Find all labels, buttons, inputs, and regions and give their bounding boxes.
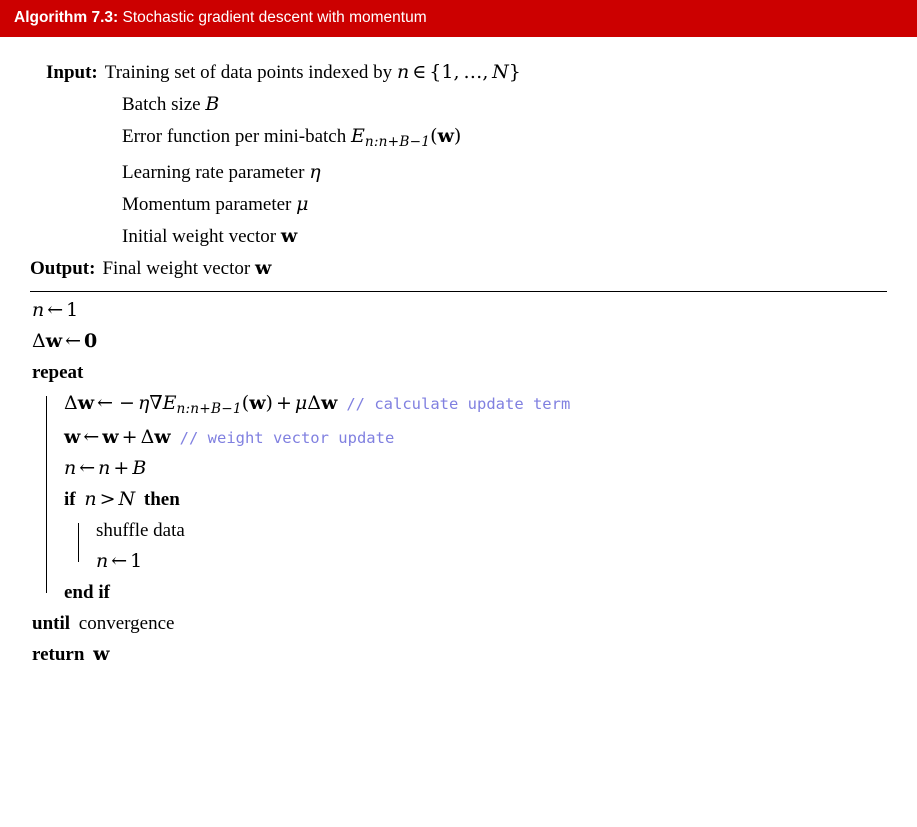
code-line-momentum-update: Δw ← − $\eta\nabla E_{n:n+B-1}(w) + \mu\Delta w$ // calculate update term [64,391,571,417]
keyword-until: until [32,613,71,635]
keyword-if: if [64,489,76,511]
input-text-2: Batch size B [122,93,220,115]
input-text-5: Momentum parameter μ [122,192,309,215]
input-line-1 [46,63,887,82]
code-line-advance-n: n ← n + B [64,457,147,480]
algorithm-header [0,0,917,37]
input-line-6 [46,224,887,247]
return-value: w [93,643,110,666]
input-text-1: Training set of data points indexed by n ∈ {1, …, N} [104,61,521,83]
shuffle-text: shuffle data [96,520,185,542]
code-line-repeat [32,363,887,382]
algorithm-number: Algorithm 7.3: [14,9,119,26]
code-line-reset-n: n ← 1 [96,550,143,573]
code-line-init-n: n ← 1 [32,298,79,321]
pseudocode [32,298,887,666]
if-block [78,521,887,571]
keyword-repeat: repeat [32,361,84,383]
algorithm-body [0,37,917,686]
code-line-if [64,490,887,509]
input-text-4: Learning rate parameter η [122,160,321,183]
output-line [30,256,887,279]
input-line-3 [46,127,887,150]
repeat-block [46,391,887,604]
input-text-6: Initial weight vector w [122,224,298,247]
keyword-then: then [143,489,180,511]
code-line-weight-update: w ← w + Δw // weight vector update [64,426,395,449]
input-label: Input: [46,62,98,83]
divider [30,291,887,292]
keyword-end-if: end if [64,582,110,604]
code-line-until [32,614,887,633]
input-text-3: Error function per mini-batch $E_{n:n+B-1}(w)$ [122,125,462,150]
io-block [30,61,887,279]
code-line-return [32,645,887,664]
keyword-return: return [32,644,85,666]
input-line-4 [46,160,887,183]
comment-weight-vector-update: // weight vector update [179,429,395,448]
if-condition: n > N [84,488,136,511]
code-line-end-if [64,583,887,602]
input-line-5 [46,192,887,215]
until-condition: convergence [78,613,175,635]
input-line-2 [46,95,887,114]
output-label: Output: [30,257,96,279]
code-line-init-dw: Δ w ← 0 [32,329,98,352]
comment-calculate-update-term: // calculate update term [346,394,571,413]
algorithm-caption: Stochastic gradient descent with momentum [122,9,427,26]
output-text: Final weight vector w [102,256,272,279]
code-line-shuffle [96,521,887,540]
